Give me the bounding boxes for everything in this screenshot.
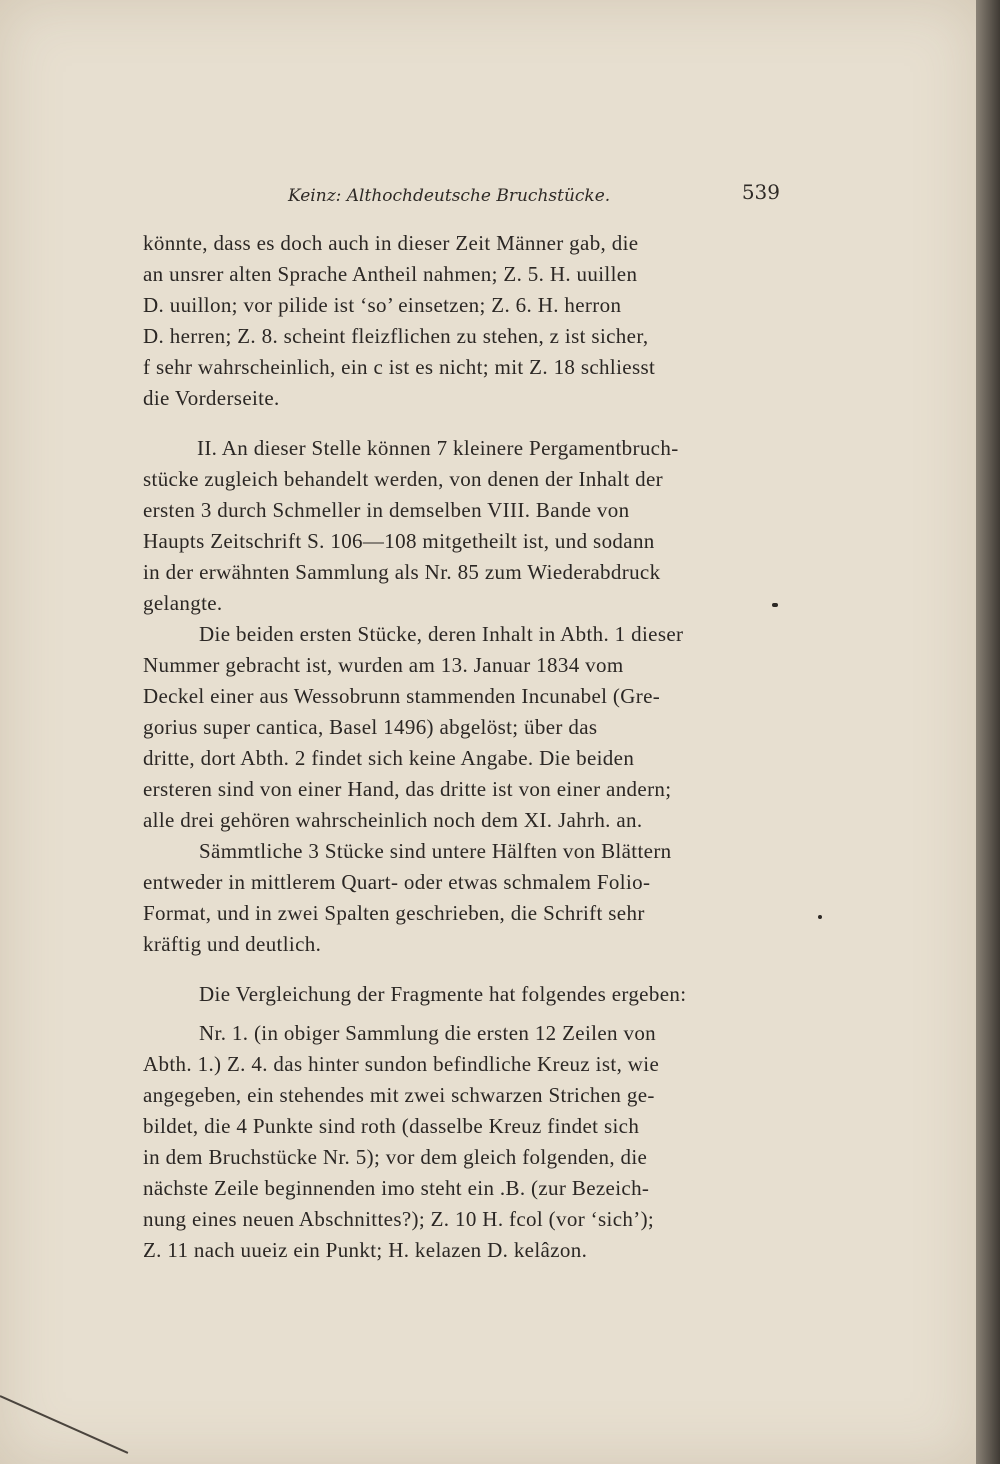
text-line: kräftig und deutlich.: [143, 932, 322, 956]
running-head: Keinz: Althochdeutsche Bruchstücke.: [288, 186, 611, 206]
page-number: 539: [741, 180, 780, 204]
page-fold-mark: [0, 1395, 128, 1454]
text-line: nung eines neuen Abschnittes?); Z. 10 H. fcol (vor ‘sich’);: [143, 1207, 655, 1231]
ink-speck: [772, 603, 778, 607]
text-line: stücke zugleich behandelt werden, von denen der Inhalt der: [143, 467, 664, 491]
text-line: bildet, die 4 Punkte sind roth (dasselbe Kreuz findet sich: [143, 1114, 640, 1138]
text-line: Deckel einer aus Wessobrunn stammenden Incunabel (Gre-: [143, 684, 661, 708]
text-line: Abth. 1.) Z. 4. das hinter sundon befindliche Kreuz ist, wie: [143, 1052, 660, 1076]
text-line: alle drei gehören wahrscheinlich noch dem XI. Jahrh. an.: [143, 808, 643, 832]
text-line: Die Vergleichung der Fragmente hat folgendes ergeben:: [199, 982, 687, 1006]
text-line: in der erwähnten Sammlung als Nr. 85 zum Wiederabdruck: [143, 560, 661, 584]
text-line: ersteren sind von einer Hand, das dritte ist von einer andern;: [143, 777, 672, 801]
paragraph: [143, 1018, 803, 1266]
text-line: die Vorderseite.: [143, 386, 280, 410]
text-line: nächste Zeile beginnenden imo steht ein .B. (zur Bezeich-: [143, 1176, 650, 1200]
text-line: ersten 3 durch Schmeller in demselben VIII. Bande von: [143, 498, 630, 522]
text-line: Nr. 1. (in obiger Sammlung die ersten 12 Zeilen von: [199, 1021, 657, 1045]
text-line: D. herren; Z. 8. scheint fleizflichen zu stehen, z ist sicher,: [143, 324, 649, 348]
text-line: Z. 11 nach uueiz ein Punkt; H. kelazen D. kelâzon.: [143, 1238, 588, 1262]
text-line: angegeben, ein stehendes mit zwei schwarzen Strichen ge-: [143, 1083, 655, 1107]
text-line: Sämmtliche 3 Stücke sind untere Hälften von Blättern: [199, 839, 672, 863]
page-edge-shadow: [976, 0, 1000, 1464]
text-line: f sehr wahrscheinlich, ein c ist es nicht; mit Z. 18 schliesst: [143, 355, 656, 379]
paragraph: [143, 836, 803, 960]
text-line: II. An dieser Stelle können 7 kleinere Pergamentbruch-: [197, 436, 679, 460]
text-line: gelangte.: [143, 591, 223, 615]
page-body: [143, 228, 803, 1266]
text-line: entweder in mittlerem Quart- oder etwas schmalem Folio-: [143, 870, 651, 894]
text-line: D. uuillon; vor pilide ist ‘so’ einsetzen; Z. 6. H. herron: [143, 293, 622, 317]
text-line: könnte, dass es doch auch in dieser Zeit Männer gab, die: [143, 231, 639, 255]
text-line: gorius super cantica, Basel 1496) abgelöst; über das: [143, 715, 598, 739]
paragraph: [143, 619, 803, 836]
text-line: Haupts Zeitschrift S. 106—108 mitgetheilt ist, und sodann: [143, 529, 655, 553]
ink-speck: [818, 915, 822, 919]
text-line: Die beiden ersten Stücke, deren Inhalt in Abth. 1 dieser: [199, 622, 684, 646]
text-line: an unsrer alten Sprache Antheil nahmen; Z. 5. H. uuillen: [143, 262, 638, 286]
text-line: dritte, dort Abth. 2 findet sich keine Angabe. Die beiden: [143, 746, 635, 770]
text-line: in dem Bruchstücke Nr. 5); vor dem gleich folgenden, die: [143, 1145, 648, 1169]
page-header: [288, 180, 798, 216]
paragraph: [143, 228, 803, 414]
paragraph: [143, 979, 803, 1010]
text-line: Format, und in zwei Spalten geschrieben, die Schrift sehr: [143, 901, 645, 925]
paragraph: [143, 433, 803, 619]
text-line: Nummer gebracht ist, wurden am 13. Januar 1834 vom: [143, 653, 624, 677]
